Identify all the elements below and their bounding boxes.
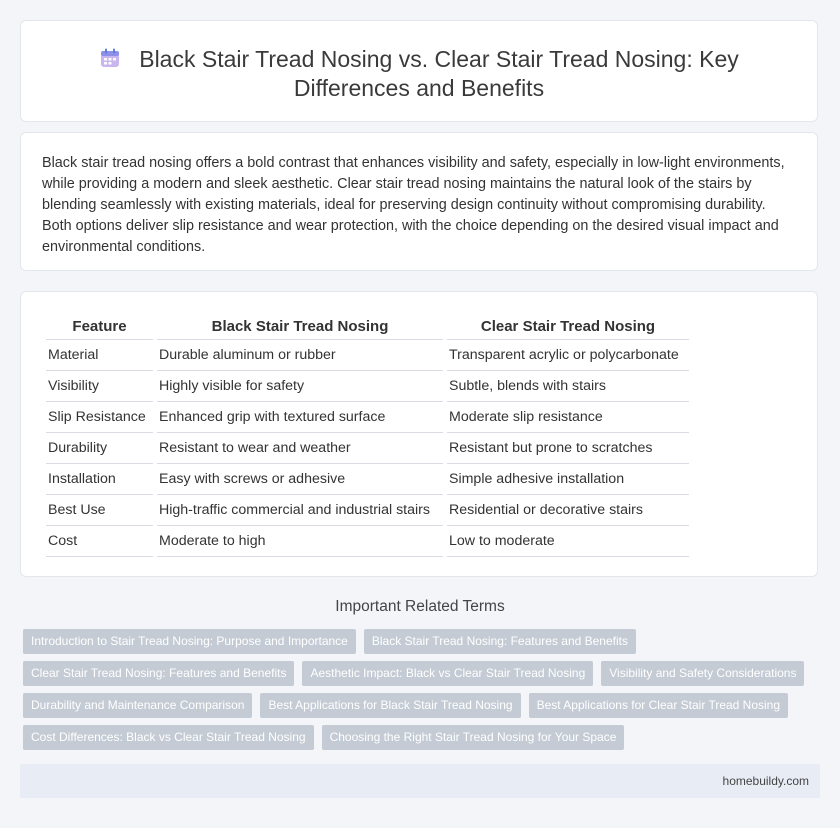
summary-card (20, 132, 818, 271)
title-line-2: Differences and Benefits (293, 75, 545, 101)
related-term-tag[interactable]: Introduction to Stair Tread Nosing: Purpose and Importance (23, 629, 356, 654)
table-cell: Cost (46, 526, 153, 557)
related-term-tag[interactable]: Cost Differences: Black vs Clear Stair Tread Nosing (23, 725, 314, 750)
table-row (46, 495, 689, 526)
table-cell: Resistant but prone to scratches (447, 433, 689, 464)
related-term-tag[interactable]: Clear Stair Tread Nosing: Features and Benefits (23, 661, 294, 686)
table-cell: Transparent acrylic or polycarbonate (447, 340, 689, 371)
related-term-tag[interactable]: Best Applications for Black Stair Tread Nosing (260, 693, 520, 718)
comparison-card (20, 291, 818, 577)
table-cell: Enhanced grip with textured surface (157, 402, 443, 433)
header-black: Black Stair Tread Nosing (157, 313, 443, 340)
related-term-tag[interactable]: Durability and Maintenance Comparison (23, 693, 252, 718)
table-cell: Residential or decorative stairs (447, 495, 689, 526)
footer (20, 764, 820, 798)
table-cell: Low to moderate (447, 526, 689, 557)
summary-text: Black stair tread nosing offers a bold contrast that enhances visibility and safety, especially in low-light environments, while providing a modern and sleek aesthetic. Clear stair tread nosing maintains the natural look of the stairs by blending seamlessly with existing materials, ideal for preserving design continuity without compromising durability. Both options deliver slip resistance and wear protection, with the choice depending on the desired visual impact and environmental conditions. (42, 155, 785, 255)
related-term-tag[interactable]: Choosing the Right Stair Tread Nosing for Your Space (322, 725, 625, 750)
table-cell: Highly visible for safety (157, 371, 443, 402)
title-card (20, 20, 818, 122)
header-feature: Feature (46, 313, 153, 340)
table-row (46, 433, 689, 464)
header-clear: Clear Stair Tread Nosing (447, 313, 689, 340)
table-cell: Simple adhesive installation (447, 464, 689, 495)
table-cell: Visibility (46, 371, 153, 402)
table-cell: Resistant to wear and weather (157, 433, 443, 464)
table-cell: Material (46, 340, 153, 371)
table-row (46, 402, 689, 433)
related-term-tag[interactable]: Best Applications for Clear Stair Tread Nosing (529, 693, 788, 718)
table-cell: Moderate slip resistance (447, 402, 689, 433)
related-terms-heading: Important Related Terms (335, 598, 505, 615)
table-row (46, 371, 689, 402)
table-cell: Subtle, blends with stairs (447, 371, 689, 402)
title-line-1: Black Stair Tread Nosing vs. Clear Stair Tread Nosing: Key (139, 46, 739, 72)
related-term-tag[interactable]: Visibility and Safety Considerations (601, 661, 804, 686)
table-cell: Durable aluminum or rubber (157, 340, 443, 371)
table-header-row (46, 313, 689, 340)
table-row (46, 340, 689, 371)
table-cell: Installation (46, 464, 153, 495)
table-row (46, 464, 689, 495)
table-cell: Moderate to high (157, 526, 443, 557)
footer-site-link[interactable]: homebuildy.com (722, 774, 809, 788)
calendar-icon (99, 47, 121, 69)
table-cell: Slip Resistance (46, 402, 153, 433)
related-terms-list (23, 629, 803, 757)
related-term-tag[interactable]: Black Stair Tread Nosing: Features and Benefits (364, 629, 636, 654)
table-cell: Best Use (46, 495, 153, 526)
page-title (21, 45, 817, 103)
related-term-tag[interactable]: Aesthetic Impact: Black vs Clear Stair Tread Nosing (302, 661, 593, 686)
table-cell: Durability (46, 433, 153, 464)
comparison-table (42, 313, 693, 557)
table-cell: High-traffic commercial and industrial stairs (157, 495, 443, 526)
table-row (46, 526, 689, 557)
table-cell: Easy with screws or adhesive (157, 464, 443, 495)
